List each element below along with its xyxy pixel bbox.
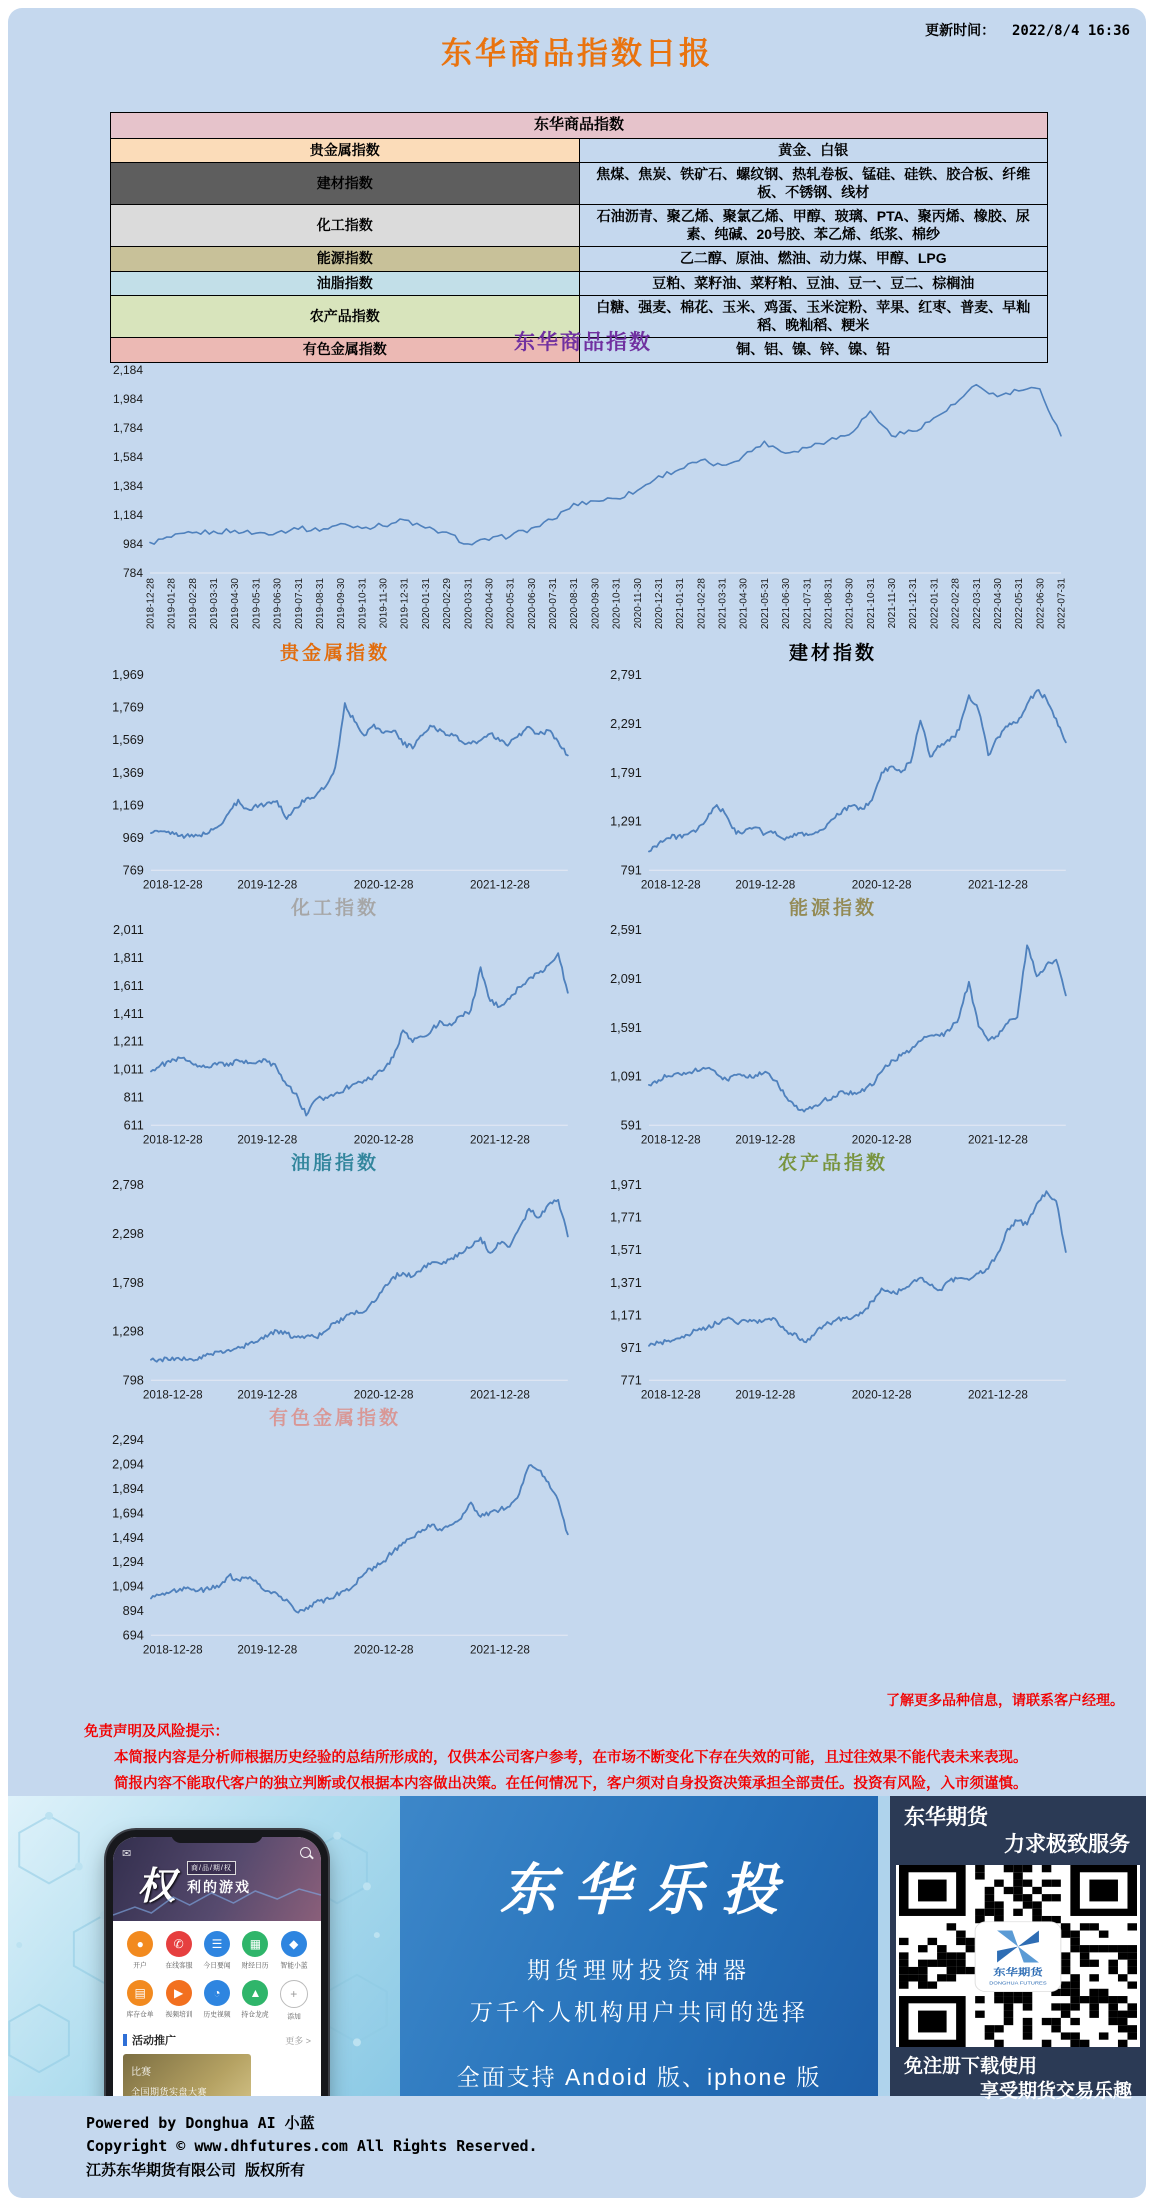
app-label: 视频培训 bbox=[164, 2010, 193, 2019]
x-axis-tick-label: 2020-06-30 bbox=[526, 578, 538, 630]
chart-line bbox=[649, 945, 1066, 1111]
chart-energy bbox=[590, 893, 1076, 1152]
y-axis-tick-label: 1,571 bbox=[610, 1243, 642, 1258]
y-axis-tick-label: 1,984 bbox=[112, 392, 143, 406]
y-axis-tick-label: 1,971 bbox=[610, 1179, 642, 1193]
x-axis-tick-label: 2018-12-28 bbox=[640, 1388, 701, 1402]
x-axis-tick-label: 2020-11-30 bbox=[632, 578, 644, 629]
x-axis-tick-label: 2020-12-28 bbox=[353, 878, 414, 892]
x-axis-tick-label: 2018-12-28 bbox=[640, 1133, 701, 1147]
disclaimer bbox=[84, 1720, 1094, 1801]
app-hero-banner bbox=[113, 1837, 321, 1921]
y-axis-tick-label: 1,171 bbox=[610, 1308, 642, 1323]
app-icon-5 bbox=[275, 1931, 313, 1971]
x-axis-tick-label: 2021-06-30 bbox=[781, 578, 793, 630]
x-axis-tick-label: 2020-12-28 bbox=[353, 1388, 414, 1402]
app-glyph-icon: ▲ bbox=[242, 1980, 268, 2006]
chart-title: 农产品指数 bbox=[777, 1153, 888, 1174]
y-axis-tick-label: 1,771 bbox=[610, 1210, 642, 1225]
app-slogan-2: 万千个人机构用户共同的选择 bbox=[470, 1999, 808, 2025]
chart-nonferrous-metals bbox=[92, 1403, 578, 1662]
x-axis-tick-label: 2020-12-31 bbox=[653, 578, 665, 630]
x-axis-tick-label: 2019-12-31 bbox=[399, 578, 411, 630]
index-category-items: 石油沥青、聚乙烯、聚氯乙烯、甲醇、玻璃、PTA、聚丙烯、橡胶、尿素、纯碱、20号胶、苯乙烯、纸浆、棉纱 bbox=[579, 205, 1048, 247]
y-axis-tick-label: 1,494 bbox=[112, 1530, 144, 1545]
y-axis-tick-label: 971 bbox=[620, 1340, 642, 1355]
x-axis-tick-label: 2020-05-31 bbox=[505, 578, 517, 630]
index-category-items: 豆粕、菜籽油、菜籽粕、豆油、豆一、豆二、棕榈油 bbox=[579, 271, 1048, 296]
y-axis-tick-label: 1,094 bbox=[112, 1579, 144, 1594]
x-axis-tick-label: 2021-10-31 bbox=[865, 578, 877, 630]
x-axis-tick-label: 2021-12-28 bbox=[968, 1133, 1028, 1147]
sub-chart-plot bbox=[590, 924, 1076, 1152]
app-slogan-1: 期货理财投资神器 bbox=[527, 1957, 751, 1983]
y-axis-tick-label: 1,298 bbox=[112, 1324, 144, 1339]
y-axis-tick-label: 1,791 bbox=[610, 765, 642, 780]
y-axis-tick-label: 1,384 bbox=[112, 479, 143, 493]
app-label: 财经日历 bbox=[241, 1961, 269, 1970]
x-axis-tick-label: 2018-12-28 bbox=[142, 1388, 203, 1402]
search-icon bbox=[300, 1847, 311, 1858]
app-icon-2 bbox=[159, 1931, 197, 1971]
y-axis-tick-label: 2,094 bbox=[112, 1457, 144, 1472]
banner-divider bbox=[878, 1796, 890, 2096]
x-axis-tick-label: 2022-03-31 bbox=[971, 578, 983, 630]
y-axis-tick-label: 1,211 bbox=[113, 1034, 144, 1049]
x-axis-tick-label: 2021-12-28 bbox=[470, 1133, 530, 1147]
index-category-label: 农产品指数 bbox=[111, 296, 580, 338]
y-axis-tick-label: 894 bbox=[122, 1603, 144, 1618]
chart-title: 油脂指数 bbox=[290, 1153, 379, 1174]
x-axis-tick-label: 2019-08-31 bbox=[314, 578, 326, 630]
chart-agricultural bbox=[590, 1148, 1076, 1407]
x-axis-tick-label: 2020-12-28 bbox=[851, 878, 912, 892]
y-axis-tick-label: 1,569 bbox=[112, 733, 144, 748]
app-icon-6 bbox=[121, 1980, 159, 2022]
x-axis-tick-label: 2019-12-28 bbox=[735, 878, 796, 892]
app-label: 历史视频 bbox=[203, 2010, 231, 2019]
x-axis-tick-label: 2021-12-28 bbox=[968, 1388, 1028, 1402]
x-axis-tick-label: 2020-08-31 bbox=[569, 578, 581, 630]
contest-label: 比赛 bbox=[131, 2067, 151, 2078]
y-axis-tick-label: 969 bbox=[122, 830, 144, 845]
sub-chart-plot bbox=[92, 1434, 578, 1662]
table-header: 东华商品指数 bbox=[111, 113, 1048, 139]
index-category-label: 建材指数 bbox=[111, 163, 580, 205]
x-axis-tick-label: 2019-11-30 bbox=[378, 578, 390, 629]
x-axis-tick-label: 2018-12-28 bbox=[640, 878, 701, 892]
y-axis-tick-label: 769 bbox=[122, 863, 144, 878]
y-axis-tick-label: 1,611 bbox=[113, 978, 144, 993]
y-axis-tick-label: 2,184 bbox=[112, 363, 143, 377]
chart-title: 化工指数 bbox=[290, 898, 379, 919]
table-row bbox=[111, 271, 1048, 296]
y-axis-tick-label: 798 bbox=[122, 1373, 144, 1388]
x-axis-tick-label: 2018-12-28 bbox=[145, 578, 157, 630]
qr-headline bbox=[890, 1796, 1146, 1865]
banner-qr-section bbox=[890, 1796, 1146, 2103]
report-panel bbox=[8, 8, 1146, 2198]
app-label: 持仓龙虎 bbox=[241, 2010, 269, 2019]
app-glyph-icon: ● bbox=[127, 1931, 153, 1957]
x-axis-tick-label: 2020-12-28 bbox=[353, 1643, 414, 1657]
hero-subtitle: 利的游戏 bbox=[187, 1879, 251, 1895]
y-axis-tick-label: 1,291 bbox=[610, 814, 642, 829]
sub-chart-plot bbox=[92, 924, 578, 1152]
y-axis-tick-label: 2,291 bbox=[610, 716, 642, 731]
footer-line: 江苏东华期货有限公司 版权所有 bbox=[86, 2160, 306, 2179]
chart-oils-fats bbox=[92, 1148, 578, 1407]
table-row bbox=[111, 205, 1048, 247]
x-axis-tick-label: 2020-03-31 bbox=[463, 578, 475, 630]
qr-code bbox=[899, 1865, 1137, 2047]
index-category-items: 黄金、白银 bbox=[579, 138, 1048, 163]
x-axis-tick-label: 2022-05-31 bbox=[1014, 578, 1026, 630]
x-axis-tick-label: 2020-12-28 bbox=[353, 1133, 414, 1147]
qr-code-area bbox=[896, 1865, 1140, 2047]
x-axis-tick-label: 2019-05-31 bbox=[251, 578, 263, 630]
x-axis-tick-label: 2022-01-31 bbox=[929, 578, 941, 630]
y-axis-tick-label: 1,169 bbox=[112, 798, 144, 813]
chart-main-commodity-index bbox=[88, 326, 1078, 653]
x-axis-tick-label: 2020-10-31 bbox=[611, 578, 623, 630]
sub-chart-plot bbox=[92, 669, 578, 897]
app-label: 库存仓单 bbox=[126, 2010, 154, 2019]
x-axis-tick-label: 2021-11-30 bbox=[887, 578, 899, 629]
main-chart-plot bbox=[88, 358, 1073, 653]
app-icon-3 bbox=[198, 1931, 236, 1971]
y-axis-tick-label: 2,294 bbox=[112, 1434, 144, 1448]
chart-chemicals bbox=[92, 893, 578, 1152]
y-axis-tick-label: 784 bbox=[122, 566, 143, 580]
banner-app-ad bbox=[400, 1796, 878, 2096]
x-axis-tick-label: 2020-04-30 bbox=[484, 578, 496, 630]
page-title: 东华商品指数日报 bbox=[441, 36, 713, 71]
y-axis-tick-label: 2,791 bbox=[610, 669, 642, 683]
app-glyph-icon: ▤ bbox=[127, 1980, 153, 2006]
table-row bbox=[111, 138, 1048, 163]
app-glyph-icon: ◔ bbox=[204, 1980, 230, 2006]
x-axis-tick-label: 2019-12-28 bbox=[237, 1388, 298, 1402]
app-glyph-icon: + bbox=[280, 1980, 308, 2008]
promo-banner bbox=[8, 1796, 1146, 2103]
y-axis-tick-label: 1,694 bbox=[112, 1506, 144, 1521]
y-axis-tick-label: 2,298 bbox=[112, 1226, 144, 1241]
x-axis-tick-label: 2018-12-28 bbox=[142, 878, 203, 892]
x-axis-tick-label: 2019-09-30 bbox=[336, 578, 348, 630]
app-glyph-icon: ☰ bbox=[204, 1931, 230, 1957]
x-axis-tick-label: 2020-02-29 bbox=[442, 578, 454, 630]
x-axis-tick-label: 2022-06-30 bbox=[1035, 578, 1047, 630]
x-axis-tick-label: 2019-04-30 bbox=[230, 578, 242, 630]
chart-line bbox=[649, 1191, 1066, 1346]
x-axis-tick-label: 2019-12-28 bbox=[237, 1643, 298, 1657]
index-category-label: 贵金属指数 bbox=[111, 138, 580, 163]
x-axis-tick-label: 2022-02-28 bbox=[950, 578, 962, 630]
update-time: 更新时间： 2022/8/4 16:36 bbox=[925, 23, 1130, 39]
x-axis-tick-label: 2021-12-28 bbox=[968, 878, 1028, 892]
phone-screen bbox=[113, 1837, 321, 2096]
disclaimer-para: 本简报内容是分析师根据历史经验的总结所形成的，仅供本公司客户参考，在市场不断变化下存在失效的可能，且过往效果不能代表未来表现。 bbox=[114, 1750, 1028, 1766]
x-axis-tick-label: 2021-12-28 bbox=[470, 1388, 530, 1402]
x-axis-tick-label: 2019-12-28 bbox=[735, 1133, 796, 1147]
copyright-footer bbox=[86, 2112, 538, 2182]
y-axis-tick-label: 1,091 bbox=[610, 1069, 642, 1084]
x-axis-tick-label: 2018-12-28 bbox=[142, 1133, 203, 1147]
index-category-items: 乙二醇、原油、燃油、动力煤、甲醇、LPG bbox=[579, 247, 1048, 272]
qr-caption-1: 免注册下载使用 bbox=[904, 2055, 1038, 2077]
chart-line bbox=[649, 690, 1066, 852]
app-platform-note: 全面支持 Andoid 版、iphone 版 bbox=[456, 2064, 822, 2090]
chart-line bbox=[151, 1465, 568, 1613]
x-axis-tick-label: 2021-12-31 bbox=[908, 578, 920, 630]
x-axis-tick-label: 2019-06-30 bbox=[272, 578, 284, 630]
app-icon-4 bbox=[236, 1931, 274, 1971]
chart-title: 建材指数 bbox=[788, 643, 877, 664]
y-axis-tick-label: 591 bbox=[620, 1118, 642, 1133]
index-category-items: 铜、铝、镍、锌、镍、铅 bbox=[579, 338, 1048, 363]
app-label: 智能小蓝 bbox=[280, 1961, 308, 1970]
phone-notch bbox=[171, 1830, 263, 1843]
svg-text:东华期货: 东华期货 bbox=[993, 1967, 1043, 1978]
y-axis-tick-label: 1,591 bbox=[610, 1020, 642, 1035]
disclaimer-title: 免责声明及风险提示： bbox=[84, 1724, 229, 1740]
chart-line bbox=[150, 385, 1061, 545]
index-category-items: 白糖、强麦、棉花、玉米、鸡蛋、玉米淀粉、苹果、红枣、普麦、早籼稻、晚籼稻、粳米 bbox=[579, 296, 1048, 338]
section-title: 活动推广 bbox=[132, 2035, 176, 2047]
qr-headline-1: 东华期货 bbox=[904, 1806, 988, 1829]
hero-chart-decoration bbox=[113, 1885, 321, 1921]
x-axis-tick-label: 2021-05-31 bbox=[759, 578, 771, 630]
qr-headline-2: 力求极致服务 bbox=[1004, 1833, 1130, 1857]
hero-character: 权 bbox=[137, 1866, 176, 1908]
x-axis-tick-label: 2021-01-31 bbox=[675, 578, 687, 630]
y-axis-tick-label: 1,369 bbox=[112, 765, 144, 780]
contest-card bbox=[123, 2054, 251, 2096]
chart-line bbox=[151, 703, 568, 838]
qr-caption-2: 享受期货交易乐趣 bbox=[979, 2081, 1132, 2103]
x-axis-tick-label: 2020-07-31 bbox=[548, 578, 560, 630]
app-icon-10 bbox=[275, 1980, 313, 2022]
sub-chart-plot bbox=[590, 1179, 1076, 1407]
y-axis-tick-label: 1,798 bbox=[112, 1275, 144, 1290]
y-axis-tick-label: 771 bbox=[620, 1373, 642, 1388]
y-axis-tick-label: 2,011 bbox=[113, 924, 144, 938]
app-glyph-icon: ✆ bbox=[166, 1931, 192, 1957]
y-axis-tick-label: 1,184 bbox=[112, 508, 143, 522]
x-axis-tick-label: 2022-04-30 bbox=[992, 578, 1004, 630]
app-label: 今日要闻 bbox=[203, 1961, 231, 1970]
y-axis-tick-label: 1,894 bbox=[112, 1481, 144, 1496]
y-axis-tick-label: 2,091 bbox=[610, 971, 642, 986]
y-axis-tick-label: 2,591 bbox=[610, 924, 642, 938]
app-glyph-icon: ▶ bbox=[166, 1980, 192, 2006]
chart-title: 有色金属指数 bbox=[268, 1408, 401, 1429]
app-label: 在线客服 bbox=[164, 1961, 193, 1970]
index-category-label: 有色金属指数 bbox=[111, 338, 580, 363]
app-icon-grid bbox=[113, 1921, 321, 2024]
qr-caption bbox=[890, 2047, 1146, 2115]
y-axis-tick-label: 984 bbox=[122, 537, 143, 551]
app-icon-8 bbox=[198, 1980, 236, 2022]
app-label: 开户 bbox=[133, 1961, 147, 1970]
y-axis-tick-label: 1,294 bbox=[112, 1555, 144, 1570]
y-axis-tick-label: 1,811 bbox=[113, 951, 144, 966]
x-axis-tick-label: 2021-08-31 bbox=[823, 578, 835, 630]
app-icon-1 bbox=[121, 1931, 159, 1971]
x-axis-tick-label: 2019-12-28 bbox=[735, 1388, 796, 1402]
table-row bbox=[111, 247, 1048, 272]
x-axis-tick-label: 2020-01-31 bbox=[420, 578, 432, 630]
x-axis-tick-label: 2019-03-31 bbox=[209, 578, 221, 630]
x-axis-tick-label: 2020-09-30 bbox=[590, 578, 602, 630]
y-axis-tick-label: 1,969 bbox=[112, 669, 144, 683]
app-label: 添加 bbox=[286, 2012, 301, 2021]
hero-badge: 商/品/期/权 bbox=[187, 1861, 236, 1875]
y-axis-tick-label: 1,584 bbox=[112, 450, 143, 464]
app-glyph-icon: ◆ bbox=[281, 1931, 307, 1957]
x-axis-tick-label: 2021-02-28 bbox=[696, 578, 708, 630]
x-axis-tick-label: 2019-01-28 bbox=[166, 578, 178, 630]
sub-chart-plot bbox=[590, 669, 1076, 897]
x-axis-tick-label: 2022-07-31 bbox=[1056, 578, 1068, 630]
sub-chart-plot bbox=[92, 1179, 578, 1407]
contest-title: 全国期货实盘大赛 bbox=[131, 2087, 208, 2096]
x-axis-tick-label: 2021-07-31 bbox=[802, 578, 814, 630]
x-axis-tick-label: 2020-12-28 bbox=[851, 1133, 912, 1147]
index-category-items: 焦煤、焦炭、铁矿石、螺纹钢、热轧卷板、锰硅、硅铁、胶合板、纤维板、不锈钢、线材 bbox=[579, 163, 1048, 205]
app-icon-9 bbox=[236, 1980, 274, 2022]
y-axis-tick-label: 1,769 bbox=[112, 700, 144, 715]
index-category-label: 能源指数 bbox=[111, 247, 580, 272]
app-icon-7 bbox=[159, 1980, 197, 2022]
x-axis-tick-label: 2021-12-28 bbox=[470, 878, 530, 892]
y-axis-tick-label: 1,371 bbox=[610, 1275, 642, 1290]
x-axis-tick-label: 2019-12-28 bbox=[237, 1133, 298, 1147]
x-axis-tick-label: 2021-12-28 bbox=[470, 1643, 530, 1657]
x-axis-tick-label: 2019-07-31 bbox=[293, 578, 305, 630]
index-category-label: 油脂指数 bbox=[111, 271, 580, 296]
app-name: 东华乐投 bbox=[500, 1858, 796, 1921]
y-axis-tick-label: 791 bbox=[620, 863, 642, 878]
x-axis-tick-label: 2018-12-28 bbox=[142, 1643, 203, 1657]
more-link: 更多 > bbox=[285, 2035, 311, 2046]
chart-title: 东华商品指数 bbox=[514, 331, 652, 354]
chart-precious-metals bbox=[92, 638, 578, 897]
x-axis-tick-label: 2021-03-31 bbox=[717, 578, 729, 630]
y-axis-tick-label: 1,784 bbox=[112, 421, 143, 435]
banner-phone-section bbox=[8, 1796, 400, 2096]
footer-line: Copyright © www.dhfutures.com All Rights Reserved. bbox=[86, 2137, 538, 2156]
svg-text:DONGHUA FUTURES: DONGHUA FUTURES bbox=[989, 1980, 1047, 1986]
table-row bbox=[111, 163, 1048, 205]
chart-building-materials bbox=[590, 638, 1076, 897]
y-axis-tick-label: 2,798 bbox=[112, 1179, 144, 1193]
y-axis-tick-label: 811 bbox=[123, 1090, 144, 1105]
chart-title: 能源指数 bbox=[788, 898, 877, 919]
x-axis-tick-label: 2021-09-30 bbox=[844, 578, 856, 630]
y-axis-tick-label: 611 bbox=[123, 1118, 144, 1133]
x-axis-tick-label: 2019-10-31 bbox=[357, 578, 369, 630]
chart-line bbox=[151, 953, 568, 1115]
y-axis-tick-label: 694 bbox=[122, 1628, 144, 1643]
app-glyph-icon: ▦ bbox=[242, 1931, 268, 1957]
chart-title: 贵金属指数 bbox=[279, 643, 390, 664]
phone-mockup bbox=[106, 1830, 328, 2096]
x-axis-tick-label: 2020-12-28 bbox=[851, 1388, 912, 1402]
x-axis-tick-label: 2021-04-30 bbox=[738, 578, 750, 630]
x-axis-tick-label: 2019-12-28 bbox=[237, 878, 298, 892]
y-axis-tick-label: 1,011 bbox=[113, 1062, 144, 1077]
contact-note: 了解更多品种信息，请联系客户经理。 bbox=[886, 1692, 1124, 1708]
index-category-label: 化工指数 bbox=[111, 205, 580, 247]
footer-line: Powered by Donghua AI 小蓝 bbox=[86, 2114, 315, 2132]
y-axis-tick-label: 1,411 bbox=[113, 1006, 144, 1021]
section-bullet bbox=[123, 2034, 127, 2046]
x-axis-tick-label: 2019-02-28 bbox=[187, 578, 199, 630]
mail-icon: ✉ bbox=[122, 1848, 132, 1860]
disclaimer-para: 简报内容不能取代客户的独立判断或仅根据本内容做出决策。在任何情况下，客户须对自身投资决策承担全部责任。投资有风险，入市须谨慎。 bbox=[114, 1775, 1028, 1792]
section-promo bbox=[113, 2024, 321, 2051]
chart-line bbox=[151, 1200, 568, 1362]
